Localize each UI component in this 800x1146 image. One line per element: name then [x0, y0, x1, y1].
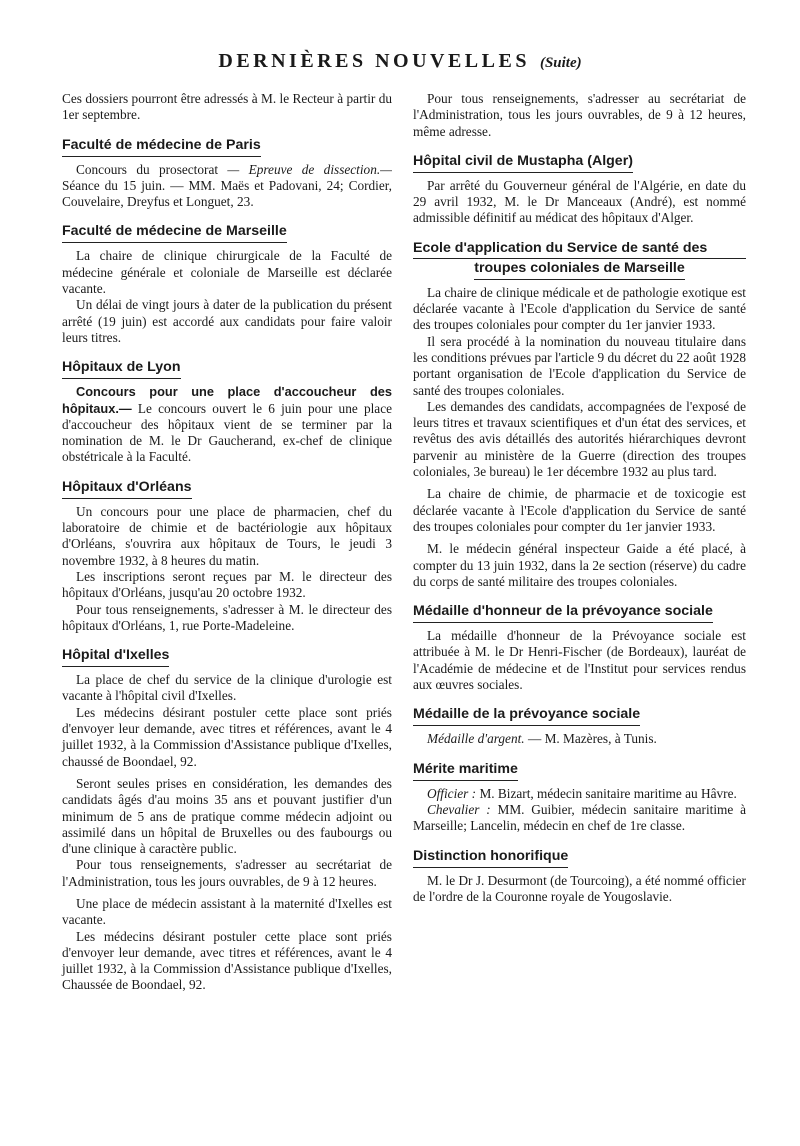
section-merite-maritime [413, 760, 746, 835]
paragraph: La chaire de chimie, de pharmacie et de toxicogie est déclarée vacante à l'Ecole d'application du Service de santé des troupes coloniales pour compter du 1er janvier 1933. [413, 486, 746, 534]
paragraph: M. le médecin général inspecteur Gaide a été placé, à compter du 13 juin 1932, dans la 2e section (réserve) du cadre du corps de santé militaire des troupes coloniales. [413, 541, 746, 589]
section-title: Médaille de la prévoyance sociale [413, 705, 640, 726]
section-paris [62, 136, 392, 211]
lead: Concours pour une place d'accoucheur des hôpitaux.— [62, 384, 392, 416]
left-intro: Ces dossiers pourront être adressés à M. le Recteur à partir du 1er septembre. [62, 91, 392, 123]
body-text: Le concours ouvert le 6 juin pour une place d'accoucheur des hôpitaux vient de se terminer par la nomination de M. le Dr Gaucherand, ex-chef de clinique obstétricale à la Faculté. [62, 400, 392, 465]
body-text: M. Bizart, médecin sanitaire maritime au Hâvre. [476, 785, 737, 801]
section-title: Hôpital civil de Mustapha (Alger) [413, 152, 633, 173]
section-title-line1: Ecole d'application du Service de santé des [413, 239, 746, 259]
paragraph: Les inscriptions seront reçues par M. le directeur des hôpitaux d'Orléans, jusqu'au 20 octobre 1932. [62, 568, 392, 601]
body-text: MM. Guibier, médecin sanitaire maritime à Marseille; Lancelin, médecin en chef de 1re classe. [413, 801, 746, 834]
section-title: Faculté de médecine de Marseille [62, 222, 287, 243]
paragraph: La chaire de clinique chirurgicale de la Faculté de médecine générale et coloniale de Marseille est déclarée vacante. [62, 248, 392, 297]
section-title: Mérite maritime [413, 760, 518, 781]
section-ixelles [62, 646, 392, 994]
paragraph: La place de chef du service de la clinique d'urologie est vacante à l'hôpital civil d'Ixelles. [62, 672, 392, 704]
right-column [413, 91, 746, 905]
left-column [62, 91, 392, 994]
section-title: Hôpital d'Ixelles [62, 646, 169, 667]
paragraph: Les médecins désirant postuler cette place sont priés d'envoyer leur demande, avec titres et références, avant le 4 juillet 1932, à la Commission d'Assistance publique d'Ixelles, chaussé de Boondael, 92. [62, 704, 392, 769]
paragraph: Il sera procédé à la nomination du nouveau titulaire dans les conditions prévues par l'article 9 du décret du 22 août 1928 portant organisation de l'Ecole d'application du Service de santé des troupes coloniales. [413, 333, 746, 398]
section-orleans [62, 478, 392, 634]
body-text: — M. Mazères, à Tunis. [524, 731, 657, 747]
page-title-suite: (Suite) [539, 55, 582, 71]
paragraph: Par arrêté du Gouverneur général de l'Algérie, en date du 29 avril 1932, M. le Dr Manceaux (André), est nommé admissible définitif au médicat des hôpitaux d'Alger. [413, 177, 746, 226]
section-title-line2: troupes coloniales de Marseille [474, 259, 685, 280]
paragraph: La médaille d'honneur de la Prévoyance sociale est attribuée à M. le Dr Henri-Fischer (de Bordeaux), lauréat de l'Académie de médecine et de l'Institut pour services rendus aux œuvres sociales. [413, 628, 746, 693]
paragraph: Seront seules prises en considération, les demandes des candidats âgés d'au moins 35 ans et pouvant justifier d'un minimum de 5 ans de pratique comme médecin adjoint ou assimilé dans un hôpital de Bruxelles ou des faubourgs ou d'une clinique à caractère public. [62, 775, 392, 857]
section-title: Faculté de médecine de Paris [62, 136, 261, 157]
paragraph: M. le Dr J. Desurmont (de Tourcoing), a été nommé officier de l'ordre de la Couronne royale de Yougoslavie. [413, 872, 746, 904]
section-title: Distinction honorifique [413, 847, 568, 868]
paragraph: Pour tous renseignements, s'adresser à M. le directeur des hôpitaux d'Orléans, 1, rue Porte-Madeleine. [62, 601, 392, 633]
lead: Concours du prosectorat [76, 161, 219, 177]
section-medaille-honneur [413, 602, 746, 693]
paragraph [62, 162, 392, 211]
section-title: Hôpitaux d'Orléans [62, 478, 192, 499]
section-title: Hôpitaux de Lyon [62, 358, 181, 379]
section-distinction [413, 847, 746, 906]
paragraph [413, 731, 746, 747]
section-medaille [413, 705, 746, 747]
paragraph: Les médecins désirant postuler cette place sont priés d'envoyer leur demande, avec titres et références, avant le 4 juillet 1932, à la Commission d'Assistance publique d'Ixelles, Chaussée de Boondael, 92. [62, 928, 392, 993]
paragraph: Un concours pour une place de pharmacien, chef du laboratoire de chimie et de bactériologie aux hôpitaux d'Orléans, s'ouvrira aux hôpitaux de Tours, le jeudi 3 novembre 1932, à 8 heures du matin. [62, 503, 392, 568]
section-lyon [62, 358, 392, 465]
paragraph [62, 384, 392, 465]
section-title: Médaille d'honneur de la prévoyance sociale [413, 602, 713, 623]
right-intro: Pour tous renseignements, s'adresser au secrétariat de l'Administration, tous les jours ouvrables, de 9 à 12 heures, même adresse. [413, 91, 746, 139]
paragraph [413, 802, 746, 835]
section-ecole [413, 239, 746, 590]
lead-italic: — Epreuve de dissection.— [227, 161, 393, 177]
page-header [0, 50, 800, 73]
italic-label: Médaille d'argent. [427, 731, 525, 747]
paragraph: Un délai de vingt jours à dater de la publication du présent arrêté (19 juin) est accordé aux candidats pour faire valoir leurs titres. [62, 297, 392, 345]
section-marseille [62, 222, 392, 346]
section-mustapha [413, 152, 746, 227]
paragraph: Pour tous renseignements, s'adresser au secrétariat de l'Administration, tous les jours ouvrables, de 9 à 12 heures. [62, 857, 392, 889]
italic-label: Officier : [427, 785, 477, 801]
italic-label: Chevalier : [427, 801, 491, 817]
page-title: DERNIÈRES NOUVELLES [218, 50, 530, 72]
paragraph [413, 786, 746, 802]
body-text: Séance du 15 juin. — MM. Maës et Padovani, 24; Cordier, Couvelaire, Dreyfus et Longuet, 23. [62, 177, 392, 210]
paragraph: Une place de médecin assistant à la maternité d'Ixelles est vacante. [62, 895, 392, 928]
paragraph: Les demandes des candidats, accompagnées de l'exposé de leurs titres et travaux scientifiques et d'un état des services, et revêtus des avis détaillés des autorités hiérarchiques devront parvenir au ministère de la Guerre (direction des troupes coloniales, 3e bureau) le 1er décembre 1932 au plus tard. [413, 398, 746, 480]
paragraph: La chaire de clinique médicale et de pathologie exotique est déclarée vacante à l'Ecole d'application du Service de santé des troupes coloniales pour compter du 1er janvier 1933. [413, 284, 746, 333]
